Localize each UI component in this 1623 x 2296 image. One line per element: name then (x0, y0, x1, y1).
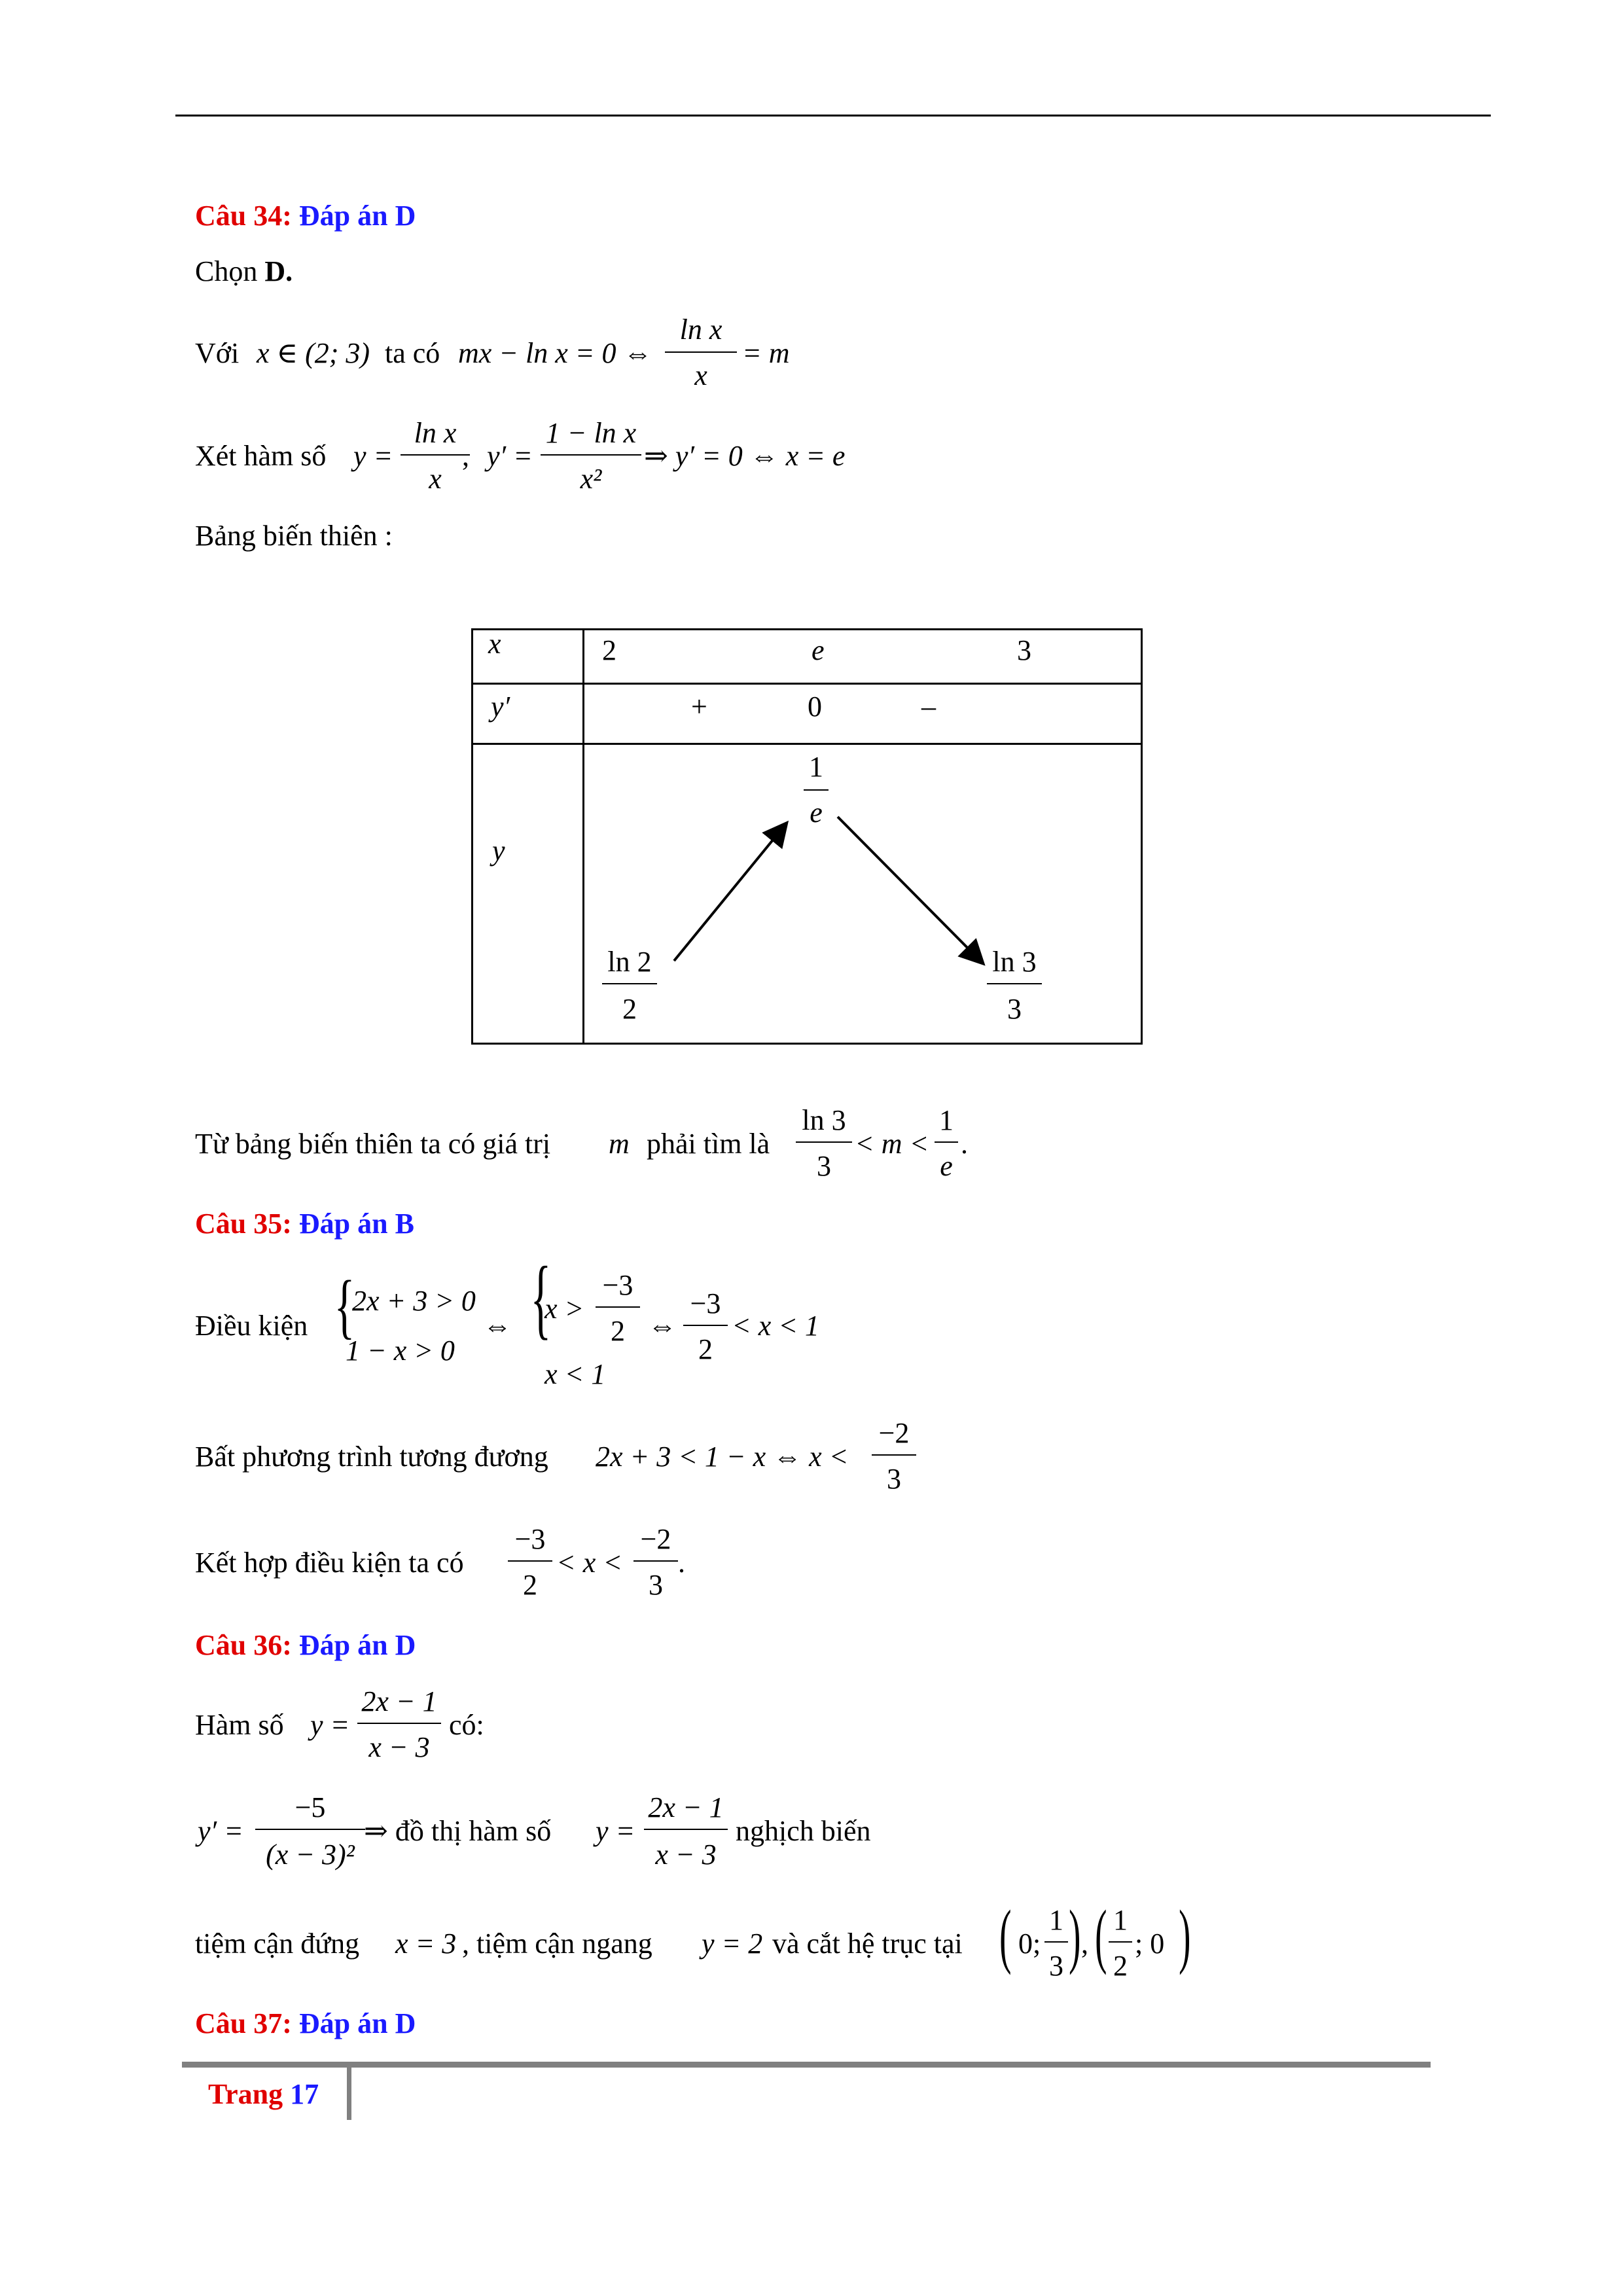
q34-line2-num1: ln x (414, 417, 457, 449)
q35-res-bar (683, 1325, 728, 1326)
q35-combine-num2: −2 (640, 1523, 671, 1555)
table-yp-val-1: + (691, 691, 707, 723)
q35-sys2-a: x > (544, 1293, 584, 1325)
table-yp-val-2: 0 (808, 691, 822, 723)
q34-line2-y: y = (353, 440, 393, 472)
q34-line2-den2: x² (580, 463, 602, 495)
q36-pt2-bar (1109, 1941, 1132, 1943)
q34-line2-rhs: ⇒ y′ = 0 ⇔ x = e (644, 440, 846, 472)
q35-sys2-a-bar (596, 1306, 640, 1308)
q34-conclusion-m: m (609, 1128, 630, 1160)
q36-pt2-rparen: ) (1179, 1895, 1191, 1975)
table-y-right-num: ln 3 (992, 946, 1037, 978)
q36-func-bar (357, 1723, 441, 1724)
table-label-yp: y′ (491, 691, 510, 723)
q36-deriv-suffix: nghịch biến (736, 1815, 871, 1847)
q35-combine-prefix: Kết hợp điều kiện ta có (195, 1547, 464, 1579)
q34-line1-num: ln x (679, 314, 722, 346)
q36-deriv-bar (255, 1829, 365, 1830)
q36-func-num: 2x − 1 (361, 1685, 437, 1717)
q36-asym-prefix: tiệm cận đứng (195, 1928, 360, 1960)
q36-deriv-num: −5 (294, 1791, 326, 1823)
q34-table-title: Bảng biến thiên : (195, 520, 393, 552)
q36-heading (195, 1631, 416, 1660)
table-x-val-1: 2 (602, 634, 616, 666)
q35-sys1-b: 1 − x > 0 (346, 1335, 455, 1367)
q35-combine-bar1 (508, 1560, 552, 1562)
footer-rule (182, 2062, 1431, 2068)
q34-conclusion-bar1 (796, 1141, 852, 1143)
q36-deriv-y: y′ = (198, 1815, 243, 1847)
q36-pt-sep: , (1081, 1928, 1088, 1960)
q36-pt1-bar (1044, 1941, 1068, 1943)
q35-ineq-prefix: Bất phương trình tương đương (195, 1441, 548, 1473)
q36-func-den: x − 3 (368, 1731, 430, 1763)
q35-sys1-a: 2x + 3 > 0 (352, 1285, 476, 1317)
q36-asym-h: y = 2 (702, 1928, 763, 1960)
q34-conclusion-num1: ln 3 (802, 1104, 846, 1136)
q36-deriv-num2: 2x − 1 (648, 1791, 724, 1823)
footer-page-label: Trang (208, 2078, 283, 2110)
q34-heading-answer: Đáp án D (298, 200, 416, 232)
q35-res-rhs: < x < 1 (732, 1310, 819, 1342)
q35-ineq-num: −2 (878, 1417, 910, 1449)
footer-page-number: 17 (290, 2078, 319, 2110)
q35-heading-answer: Đáp án B (298, 1208, 414, 1240)
q36-pt2-b: ; 0 (1135, 1928, 1165, 1960)
q34-conclusion-num2: 1 (939, 1104, 954, 1136)
q35-heading-num: Câu 35: (195, 1208, 292, 1240)
q34-heading-num: Câu 34: (195, 200, 292, 232)
q35-combine-mid: < x < (556, 1547, 622, 1579)
q36-func-suffix: có: (449, 1709, 484, 1741)
q35-equiv-2: ⇔ (648, 1310, 677, 1342)
q35-combine-bar2 (633, 1560, 678, 1562)
q36-deriv-den2: x − 3 (655, 1839, 717, 1871)
q35-res-den: 2 (698, 1333, 713, 1365)
q35-brace-2: { (530, 1247, 552, 1348)
footer-page (208, 2080, 319, 2109)
q36-pt1-lparen: ( (999, 1895, 1012, 1975)
q36-asym-mid: , tiệm cận ngang (462, 1928, 652, 1960)
q34-line1-rhs: = m (742, 337, 790, 369)
q36-deriv-y2: y = (596, 1815, 635, 1847)
table-y-right-den: 3 (1007, 993, 1022, 1025)
q34-line2-prefix: Xét hàm số (195, 440, 327, 472)
table-label-y: y (492, 834, 505, 867)
q34-line1-prefix: Với (195, 337, 240, 369)
q34-conclusion-prefix: Từ bảng biến thiên ta có giá trị (195, 1128, 551, 1160)
q37-heading-answer: Đáp án D (298, 2007, 416, 2039)
q34-choose-letter: D. (264, 255, 293, 287)
q37-heading-num: Câu 37: (195, 2007, 292, 2039)
q34-conclusion-den2: e (940, 1150, 953, 1182)
q36-deriv-den: (x − 3)² (266, 1839, 355, 1871)
footer-vertical-bar (347, 2068, 351, 2120)
q35-combine-den1: 2 (523, 1569, 537, 1601)
q34-line2-den1: x (429, 463, 442, 495)
q34-line2-comma: , (462, 440, 469, 472)
q34-conclusion-mid: phải tìm là (647, 1128, 770, 1160)
q34-conclusion-ineq: < m < (855, 1128, 929, 1160)
q34-line1-set: x ∈ (2; 3) (257, 337, 370, 369)
table-yp-val-3: – (921, 691, 936, 723)
q35-res-num: −3 (690, 1287, 721, 1319)
table-y-top-den: e (810, 797, 823, 829)
q34-line1-eq: mx − ln x = 0 ⇔ (458, 337, 652, 369)
q36-pt1-den: 3 (1049, 1950, 1063, 1982)
q35-ineq-bar (872, 1454, 916, 1456)
table-y-left-den: 2 (622, 993, 637, 1025)
q35-sys2-a-den: 2 (611, 1315, 625, 1347)
q36-func-y: y = (310, 1709, 350, 1741)
q35-cond-prefix: Điều kiện (195, 1310, 308, 1342)
q35-sys2-a-num: −3 (602, 1269, 633, 1301)
table-x-val-2: e (812, 634, 825, 666)
table-label-x: x (488, 628, 501, 660)
q34-line1-den: x (694, 359, 707, 391)
q36-pt1-num: 1 (1049, 1904, 1063, 1936)
arrow-down (838, 817, 982, 962)
q35-combine-den2: 3 (649, 1569, 663, 1601)
q36-pt2-lparen: ( (1095, 1895, 1107, 1975)
q35-brace-1: { (334, 1266, 355, 1346)
q35-ineq-eq: 2x + 3 < 1 − x ⇔ x < (596, 1441, 849, 1473)
q35-combine-num1: −3 (514, 1523, 546, 1555)
q36-pt1-a: 0; (1018, 1928, 1041, 1960)
q34-line2-yp: y′ = (487, 440, 533, 472)
q34-choose-text: Chọn (195, 255, 265, 287)
q35-heading (195, 1210, 414, 1238)
arrow-up (674, 825, 785, 961)
q34-conclusion-den1: 3 (817, 1150, 831, 1182)
q36-deriv-text: ⇒ đồ thị hàm số (364, 1815, 552, 1847)
q37-heading (195, 2009, 416, 2038)
q36-heading-answer: Đáp án D (298, 1629, 416, 1661)
q36-asym-v: x = 3 (395, 1928, 457, 1960)
q34-line1-mid: ta có (385, 337, 440, 369)
q35-combine-end: . (678, 1547, 685, 1579)
q35-sys2-b: x < 1 (544, 1358, 606, 1390)
q36-asym-cut: và cắt hệ trục tại (772, 1928, 963, 1960)
q36-deriv-bar2 (644, 1829, 728, 1830)
q36-heading-num: Câu 36: (195, 1629, 292, 1661)
q36-pt1-rparen: ) (1069, 1895, 1081, 1975)
q36-pt2-den: 2 (1113, 1950, 1128, 1982)
q35-ineq-den: 3 (887, 1463, 901, 1495)
q36-pt2-num: 1 (1113, 1904, 1128, 1936)
q34-conclusion-bar2 (935, 1141, 958, 1143)
q34-conclusion-end: . (961, 1128, 968, 1160)
q34-line2-num2: 1 − ln x (545, 417, 637, 449)
table-y-top-num: 1 (809, 751, 823, 783)
q36-func-prefix: Hàm số (195, 1709, 284, 1741)
table-x-val-3: 3 (1017, 634, 1031, 666)
q35-equiv-1: ⇔ (483, 1310, 512, 1342)
table-y-left-num: ln 2 (607, 946, 652, 978)
